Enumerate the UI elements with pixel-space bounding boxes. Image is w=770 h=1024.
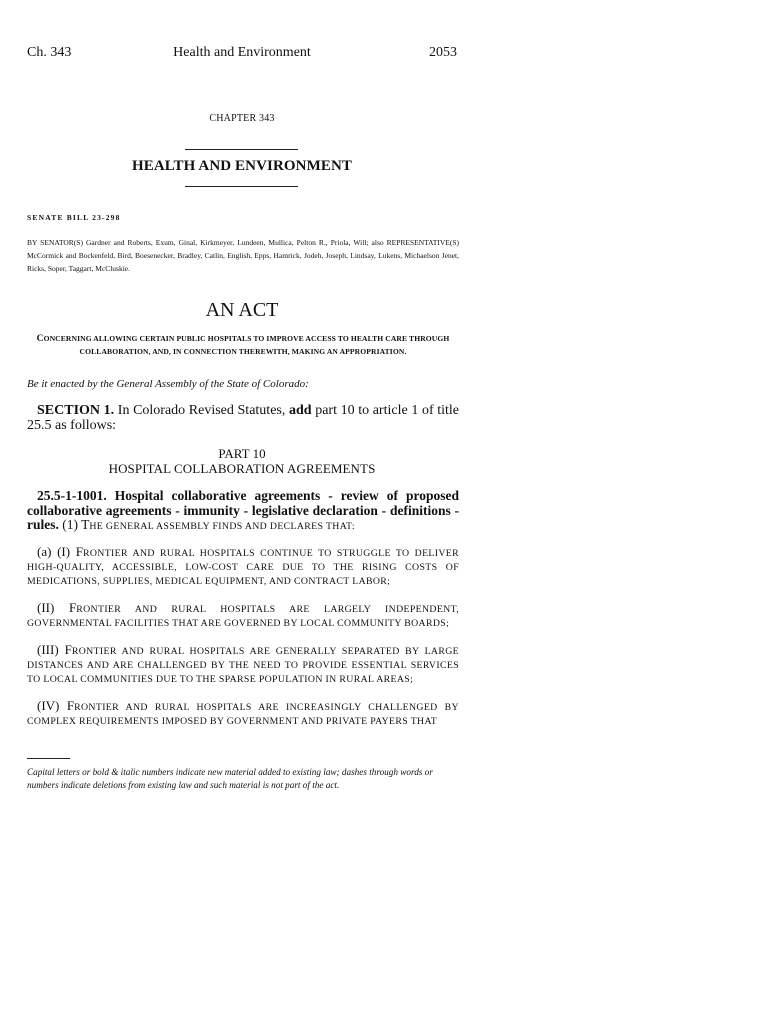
section-1	[27, 403, 459, 433]
section-1-text-after: part 10 to article 1 of title 25.5 as follows:	[27, 403, 459, 433]
act-concerning	[27, 333, 459, 358]
header-page-number: 2053	[429, 45, 457, 60]
act-heading: AN ACT	[205, 299, 279, 321]
enacting-clause: Be it enacted by the General Assembly of the State of Colorado:	[27, 378, 309, 390]
paragraph-label: (III) F	[37, 642, 72, 657]
section-1-text-before: In Colorado Revised Statutes,	[114, 403, 289, 418]
header-chapter-ref: Ch. 343	[27, 45, 72, 60]
chapter-number: CHAPTER 343	[209, 113, 275, 124]
statute-paragraph	[27, 545, 459, 590]
paragraph-text: RONTIER AND RURAL HOSPITALS CONTINUE TO STRUGGLE TO DELIVER HIGH-QUALITY, ACCESSIBLE, LOW-COST CARE DUE TO THE RISING COSTS OF MEDICATIONS, SUPPLIES, MEDICAL EQUIPMENT, AND CONTRACT LABOR;	[27, 548, 459, 588]
bill-number: SENATE BILL 23-298	[27, 213, 121, 222]
chapter-rule-top	[185, 149, 298, 150]
footnote-rule	[27, 758, 70, 759]
subsection-label: (1) T	[58, 517, 90, 532]
paragraph-text: RONTIER AND RURAL HOSPITALS ARE LARGELY INDEPENDENT, GOVERNMENTAL FACILITIES THAT ARE GOVERNED BY LOCAL COMMUNITY BOARDS;	[27, 604, 459, 630]
statute-heading	[27, 489, 459, 535]
part-title: HOSPITAL COLLABORATION AGREEMENTS	[108, 461, 376, 476]
paragraph-label: (IV) F	[37, 698, 75, 713]
concerning-text: ONCERNING ALLOWING CERTAIN PUBLIC HOSPITALS TO IMPROVE ACCESS TO HEALTH CARE THROUGH COLLABORATION, AND, IN CONNECTION THEREWITH, MAKING AN APPROPRIATION.	[43, 334, 450, 356]
header-subject: Health and Environment	[173, 45, 311, 60]
section-1-add: add	[288, 403, 312, 418]
paragraph-text: RONTIER AND RURAL HOSPITALS ARE GENERALLY SEPARATED BY LARGE DISTANCES AND ARE CHALLENGED BY THE NEED TO PROVIDE ESSENTIAL SERVICES TO LOCAL COMMUNITIES DUE TO THE SPARSE POPULATION IN RURAL AREAS;	[27, 646, 459, 686]
paragraph-label: (a) (I) F	[37, 544, 83, 559]
part-number: PART 10	[218, 446, 266, 461]
paragraph-text: RONTIER AND RURAL HOSPITALS ARE INCREASINGLY CHALLENGED BY COMPLEX REQUIREMENTS IMPOSED BY GOVERNMENT AND PRIVATE PAYERS THAT	[27, 702, 459, 728]
statute-heading-bold: 25.5-1-1001. Hospital collaborative agreements - review of proposed collaborative agreements - immunity - legislative declaration - definitions - rules.	[27, 488, 459, 532]
chapter-title: HEALTH AND ENVIRONMENT	[131, 158, 352, 174]
subsection-text: HE GENERAL ASSEMBLY FINDS AND DECLARES THAT:	[89, 521, 355, 532]
paragraph-label: (II) F	[37, 600, 77, 615]
footnote: Capital letters or bold & italic numbers indicate new material added to existing law; dashes through words or numbers indicate deletions from existing law and such material is not part of the act.	[27, 767, 433, 790]
concerning-initial: C	[36, 334, 44, 344]
statute-paragraph	[27, 643, 459, 688]
statute-paragraph	[27, 601, 459, 631]
statute-paragraph	[27, 699, 459, 729]
bill-sponsors: BY SENATOR(S) Gardner and Roberts, Exum, Ginal, Kirkmeyer, Lundeen, Mullica, Pelton R., Priola, Will; also REPRESENTATIVE(S) McCormick and Bockenfeld, Bird, Boesenecker, Bradley, Catlin, English, Epps, Hamrick, Jodeh, Joseph, Lindsay, Lukens, Michaelson Jenet, Ricks, Soper, Taggart, McCluskie.	[27, 238, 459, 274]
chapter-rule-bottom	[185, 186, 298, 187]
section-1-label: SECTION 1.	[37, 403, 115, 418]
